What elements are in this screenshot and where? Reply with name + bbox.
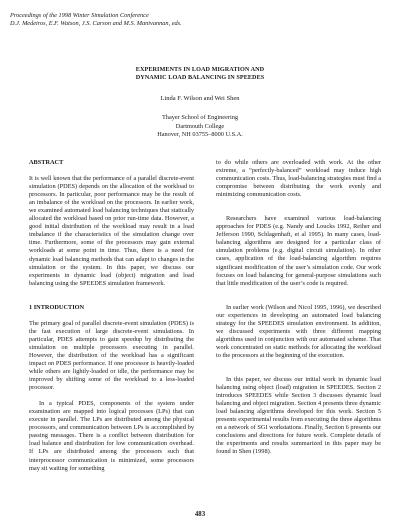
paper-title — [40, 66, 360, 83]
paragraph-spacer — [216, 368, 381, 376]
proceedings-title: Proceedings of the 1998 Winter Simulation Conference — [10, 12, 149, 19]
proceedings-header — [10, 12, 310, 28]
paper-title-line-2: DYNAMIC LOAD BALANCING IN SPEEDES — [135, 74, 265, 82]
right-paragraph-4: In this paper, we discuss our initial work in dynamic load balancing using object (load) migration in SPEEDES. Section 2 introduces SPEEDES while Section 3 discusses dynamic load balancing and object migration. Section 4 presents three dynamic load balancing algorithms developed for this work. Section 5 presents experimental results from executing the three algorithms on a network of SGI workstations. Finally, Section 6 presents our conclusions and directions for future work. Complete details of the experiments and results summarized in this paper may be found in Shen (1998). — [216, 375, 381, 456]
paragraph-spacer — [216, 296, 381, 304]
affiliation-college: Dartmouth College — [175, 122, 225, 130]
affiliation-school: Thayer School of Engineering — [161, 114, 239, 121]
paper-authors: Linda F. Wilson and Wei Shen — [160, 95, 240, 102]
right-paragraph-2: Researchers have examined various load-balancing approaches for PDES (e.g. Nandy and Loucks 1992, Reiher and Jefferson 1990, Schlagenhaft, et al 1995). In many cases, load-balancing algorithms are designed for a particular class of simulation problems (e.g. digital circuit simulation). In other cases, application of the load-balancing algorithm requires significant modification of the user’s simulation code. Our work focuses on load balancing for general-purpose simulations such that little modification of the user’s code is required. — [216, 215, 381, 287]
proceedings-editors: D.J. Medeiros, E.F. Watson, J.S. Carson and M.S. Manivannan, eds. — [10, 20, 182, 28]
abstract-heading: ABSTRACT — [29, 159, 64, 166]
paragraph-spacer — [216, 207, 381, 215]
introduction-paragraph-2: In a typical PDES, components of the system under examination are mapped into logical processes (LPs) that can execute in parallel. The LPs are distributed among the physical processors, and communication between LPs is accomplished by passing messages. There is a conflict between distribution for load balance and distribution for low communication overhead. If LPs are distributed among the processors such that interprocessor communication is minimized, some processors may sit waiting for something — [29, 400, 194, 472]
author-affiliation — [40, 114, 360, 140]
left-column — [29, 159, 194, 481]
paper-title-line-1: EXPERIMENTS IN LOAD MIGRATION AND — [135, 66, 265, 73]
introduction-paragraph-1: The primary goal of parallel discrete-event simulation (PDES) is the fast execution of large discrete-event simulations. In particular, PDES attempts to gain speedup by distributing the simulation on multiple processors executing in parallel. However, the distribution of the workload has a significant impact on PDES performance. If one processor is heavily-loaded while others are lightly-loaded or idle, the performance may be improved by shifting some of the workload to a less-loaded processor. — [29, 319, 194, 392]
introduction-heading: 1 INTRODUCTION — [29, 303, 85, 311]
right-paragraph-1: to do while others are overloaded with work. At the other extreme, a “perfectly-balanced” workload may induce high communication costs. Thus, load-balancing strategies must find a compromise between distributing the work evenly and minimizing communication costs. — [216, 159, 381, 199]
page-number: 483 — [194, 511, 206, 518]
section-spacer — [29, 296, 194, 304]
right-column — [216, 159, 381, 464]
affiliation-address: Hanover, NH 03755–8000 U.S.A. — [157, 131, 243, 139]
abstract-text: It is well known that the performance of a parallel discrete-event simulation (PDES) depends on the allocation of the workload to processors. In particular, poor performance may be the result of an imbalance of the workload on the processors. In earlier work, we examined automated load balancing techniques that statically allocated the workload based on prior run-time data. However, a good initial distribution of the workload may result in a load imbalance if the characteristics of the simulation change over time. Furthermore, some of the processors may gain external workloads at some point in time. Thus, there is a need for dynamic load balancing methods that can adapt to changes in the simulation or the system. In this paper, we discuss our experiments in dynamic load (object) migration and load balancing using the SPEEDES simulation framework. — [29, 175, 194, 287]
right-paragraph-3: In earlier work (Wilson and Nicol 1995, 1996), we described our experiences in developing an automated load balancing strategy for the SPEEDES simulation environment. In addition, we discussed experiments with three different mapping algorithms used in conjunction with our automated scheme. That work concentrated on static methods for allocating the workload to the processors at the beginning of the execution. — [216, 303, 381, 359]
